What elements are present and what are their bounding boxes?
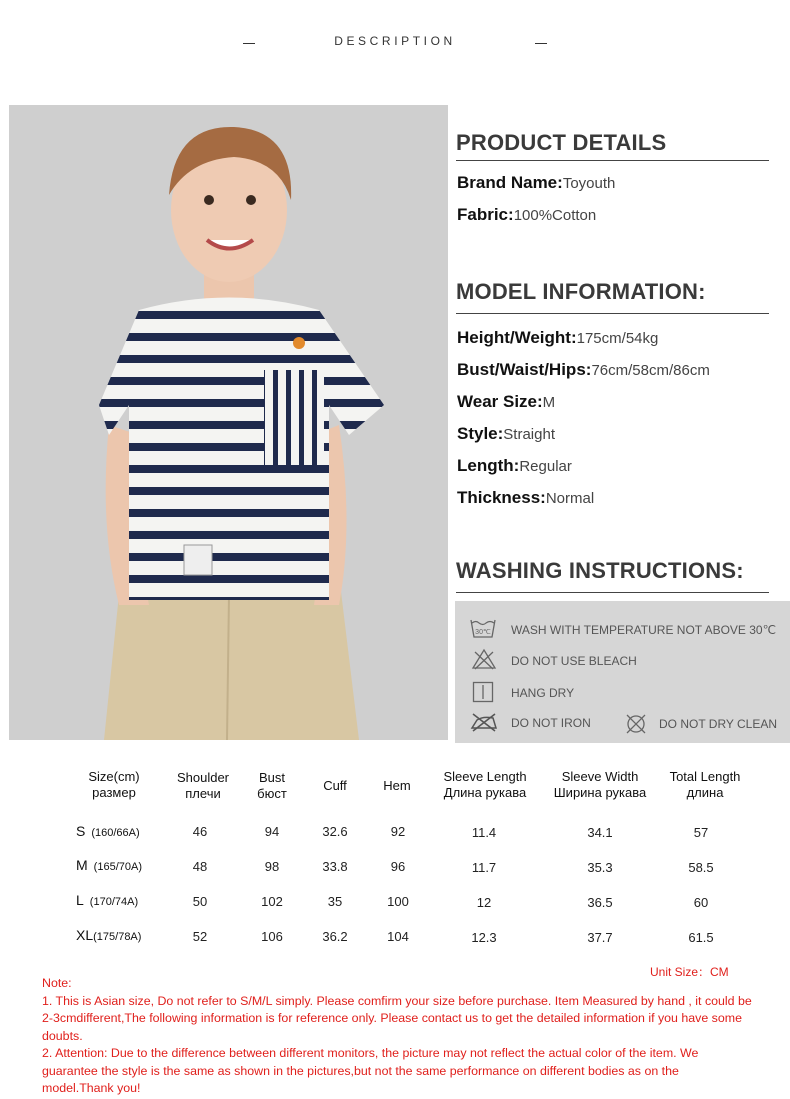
no-bleach-icon bbox=[471, 648, 497, 670]
row-m-sleeve-length: 11.7 bbox=[471, 860, 497, 875]
row-xl-cuff: 36.2 bbox=[322, 929, 348, 944]
wash-temperature-label: WASH WITH TEMPERATURE NOT ABOVE 30℃ bbox=[511, 623, 777, 637]
no-iron-icon bbox=[469, 712, 499, 732]
row-m-bust: 98 bbox=[264, 859, 280, 874]
row-xl-hem: 104 bbox=[387, 929, 409, 944]
notes-title: Note: bbox=[42, 976, 72, 990]
row-m-shoulder: 48 bbox=[192, 859, 208, 874]
row-s-size: S (160/66A) bbox=[76, 823, 140, 839]
model-thickness: Thickness:Normal bbox=[457, 488, 595, 507]
description-header bbox=[0, 34, 790, 50]
row-xl-total-length: 61.5 bbox=[688, 930, 714, 945]
header-dash-right bbox=[535, 43, 547, 44]
model-height-weight: Height/Weight:175cm/54kg bbox=[457, 328, 659, 347]
unit-size-label: Unit Size：CM bbox=[650, 965, 729, 979]
header-title: DESCRIPTION bbox=[334, 34, 456, 48]
hang-dry-icon bbox=[472, 681, 494, 703]
row-m-sleeve-width: 35.3 bbox=[587, 860, 613, 875]
svg-text:30℃: 30℃ bbox=[475, 629, 491, 636]
model-wear-size: Wear Size:M bbox=[457, 392, 556, 411]
header-total-length: Total Length длина bbox=[669, 769, 741, 800]
detail-fabric: Fabric:100%Cotton bbox=[457, 205, 597, 224]
row-xl-bust: 106 bbox=[261, 929, 283, 944]
row-m-hem: 96 bbox=[390, 859, 406, 874]
header-hem: Hem bbox=[383, 778, 411, 793]
model-length: Length:Regular bbox=[457, 456, 572, 475]
model-style: Style:Straight bbox=[457, 424, 555, 443]
model-information-rule bbox=[456, 313, 769, 314]
no-iron-label: DO NOT IRON bbox=[511, 716, 591, 730]
header-sleeve-width: Sleeve Width Ширина рукава bbox=[553, 769, 647, 800]
no-dry-clean-label: DO NOT DRY CLEAN bbox=[659, 717, 778, 731]
row-l-shoulder: 50 bbox=[192, 894, 208, 909]
header-cuff: Cuff bbox=[323, 778, 347, 793]
row-s-total-length: 57 bbox=[693, 825, 709, 840]
note-1: 1. This is Asian size, Do not refer to S/M/L simply. Please comfirm your size before purchase. Item Measured by hand , it could be 2-3cmdifferent,The following information is for reference only. Please contact us to get the detailed information if you have some doubts. bbox=[42, 993, 752, 1043]
row-l-total-length: 60 bbox=[693, 895, 709, 910]
row-s-hem: 92 bbox=[390, 824, 406, 839]
row-l-sleeve-length: 12 bbox=[476, 895, 492, 910]
washing-instructions-title: WASHING INSTRUCTIONS: bbox=[456, 558, 744, 583]
washing-instructions-rule bbox=[456, 592, 769, 593]
row-s-shoulder: 46 bbox=[192, 824, 208, 839]
row-l-sleeve-width: 36.5 bbox=[587, 895, 613, 910]
hang-dry-label: HANG DRY bbox=[511, 686, 575, 700]
row-l-cuff: 35 bbox=[327, 894, 343, 909]
row-m-cuff: 33.8 bbox=[322, 859, 348, 874]
row-xl-size: XL(175/78A) bbox=[76, 927, 142, 943]
row-xl-sleeve-length: 12.3 bbox=[471, 930, 497, 945]
row-xl-sleeve-width: 37.7 bbox=[587, 930, 613, 945]
no-dry-clean-icon bbox=[625, 713, 647, 735]
product-details-rule bbox=[456, 160, 769, 161]
product-details-title: PRODUCT DETAILS bbox=[456, 130, 667, 155]
header-bust: Bust бюст bbox=[257, 770, 287, 801]
row-s-cuff: 32.6 bbox=[322, 824, 348, 839]
row-s-sleeve-length: 11.4 bbox=[471, 825, 497, 840]
header-sleeve-length: Sleeve Length Длина рукава bbox=[443, 769, 527, 800]
row-s-bust: 94 bbox=[264, 824, 280, 839]
notes-block bbox=[42, 975, 752, 1098]
detail-brand-name: Brand Name:Toyouth bbox=[457, 173, 616, 192]
row-m-size: M (165/70A) bbox=[76, 857, 142, 873]
note-2: 2. Attention: Due to the difference between different monitors, the picture may not reflect the actual color of the item. We guarantee the style is the same as shown in the pictures,but not the same performance on different bodies as on the model.Thank you! bbox=[42, 1046, 699, 1095]
model-bust-waist-hips: Bust/Waist/Hips:76cm/58cm/86cm bbox=[457, 360, 710, 379]
row-m-total-length: 58.5 bbox=[688, 860, 714, 875]
header-size: Size(cm) размер bbox=[88, 769, 140, 800]
model-information-title: MODEL INFORMATION: bbox=[456, 279, 706, 304]
header-shoulder: Shoulder плечи bbox=[176, 770, 230, 801]
no-bleach-label: DO NOT USE BLEACH bbox=[511, 654, 637, 668]
row-l-bust: 102 bbox=[261, 894, 283, 909]
row-s-sleeve-width: 34.1 bbox=[587, 825, 613, 840]
washing-panel bbox=[455, 601, 790, 743]
row-l-size: L (170/74A) bbox=[76, 892, 139, 908]
row-xl-shoulder: 52 bbox=[192, 929, 208, 944]
wash-30-icon bbox=[469, 617, 497, 639]
model-photo bbox=[9, 105, 448, 740]
row-l-hem: 100 bbox=[387, 894, 409, 909]
